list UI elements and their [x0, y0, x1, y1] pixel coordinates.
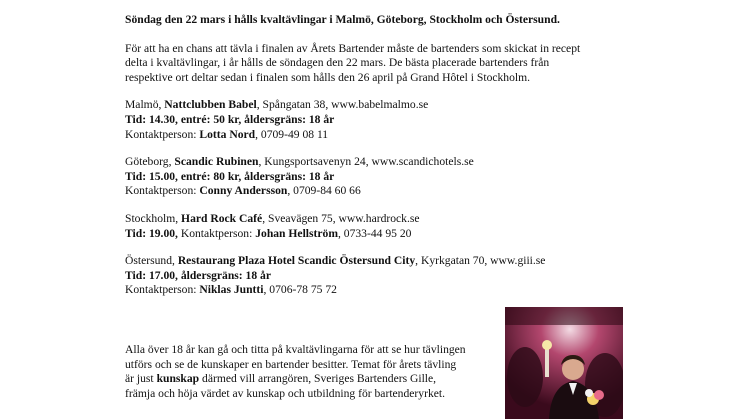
- contact-label: Kontaktperson:: [177, 226, 256, 240]
- contact-name: Lotta Nord: [199, 127, 256, 141]
- venue-name: Hard Rock Café: [181, 211, 263, 225]
- venue-details: [125, 113, 625, 128]
- contact-phone: , 0706-78 75 72: [263, 283, 337, 297]
- contact-phone: , 0709-84 60 66: [287, 184, 361, 198]
- venue-stockholm: [125, 212, 625, 241]
- photo-illustration: [505, 307, 623, 419]
- closing-text: därmed vill arrangören, Sveriges Bartenders Gille,: [199, 372, 437, 386]
- venue-details: [125, 227, 625, 242]
- venue-address: , Spångatan 38, www.babelmalmo.se: [256, 98, 429, 112]
- contact-label: Kontaktperson:: [125, 127, 200, 141]
- venue-contact: [125, 184, 625, 199]
- venue-time: Tid: 19.00,: [125, 226, 178, 240]
- venue-contact: [125, 128, 625, 143]
- venue-city: Stockholm,: [125, 211, 182, 225]
- closing-text: är just: [125, 372, 157, 386]
- venue-name: Scandic Rubinen: [174, 155, 259, 169]
- venue-time-details: Tid: 14.30, entré: 50 kr, åldersgräns: 18 år: [125, 112, 335, 126]
- venue-time-details: Tid: 15.00, entré: 80 kr, åldersgräns: 18 år: [125, 169, 335, 183]
- venue-line: [125, 254, 625, 269]
- venue-name: Nattclubben Babel: [164, 98, 257, 112]
- closing-line-1: Alla över 18 år kan gå och titta på kvaltävlingarna för att se hur tävlingen: [125, 343, 466, 356]
- venue-ostersund: [125, 254, 625, 298]
- contact-name: Niklas Juntti: [199, 283, 264, 297]
- closing-paragraph: [125, 343, 505, 401]
- venue-name: Restaurang Plaza Hotel Scandic Östersund City: [177, 254, 416, 268]
- venue-contact: [125, 283, 625, 298]
- contact-label: Kontaktperson:: [125, 283, 200, 297]
- venue-address: , Kyrkgatan 70, www.giii.se: [415, 254, 546, 268]
- venue-details: [125, 170, 625, 185]
- venue-malmo: [125, 98, 625, 142]
- contact-label: Kontaktperson:: [125, 184, 200, 198]
- venue-line: [125, 98, 625, 113]
- venue-line: [125, 212, 625, 227]
- intro-line-1: För att ha en chans att tävla i finalen av Årets Bartender måste de bartenders som skickat in recept: [125, 41, 581, 55]
- document-heading: Söndag den 22 mars i hålls kvaltävlingar i Malmö, Göteborg, Stockholm och Östersund.: [125, 13, 560, 26]
- closing-line-2: utförs och se de kunskaper en bartender besitter. Temat för årets tävling: [125, 357, 457, 371]
- document-body: [125, 13, 625, 298]
- venue-city: Malmö,: [125, 98, 165, 112]
- venue-time-details: Tid: 17.00, åldersgräns: 18 år: [125, 268, 271, 282]
- closing-line-4: främja och höja värdet av kunskap och utbildning för bartenderyrket.: [125, 386, 446, 400]
- intro-line-3: respektive ort deltar sedan i finalen som hålls den 26 april på Grand Hôtel i Stockholm.: [125, 70, 531, 84]
- closing-line-3: [125, 372, 505, 387]
- contact-name: Johan Hellström: [255, 226, 338, 240]
- bartender-photo: [505, 307, 623, 419]
- venue-address: , Kungsportsavenyn 24, www.scandichotels.se: [258, 155, 474, 169]
- venue-city: Östersund,: [125, 254, 178, 268]
- intro-line-2: delta i kvaltävlingar, i år hålls de söndagen den 22 mars. De bästa placerade bartenders från: [125, 56, 550, 70]
- venue-goteborg: [125, 155, 625, 199]
- venue-details: [125, 269, 625, 284]
- venue-city: Göteborg,: [125, 155, 175, 169]
- venue-address: , Sveavägen 75, www.hardrock.se: [262, 211, 420, 225]
- contact-phone: , 0709-49 08 11: [255, 127, 329, 141]
- contact-name: Conny Andersson: [199, 184, 288, 198]
- venue-line: [125, 155, 625, 170]
- closing-keyword: kunskap: [156, 372, 200, 386]
- contact-phone: , 0733-44 95 20: [337, 226, 412, 240]
